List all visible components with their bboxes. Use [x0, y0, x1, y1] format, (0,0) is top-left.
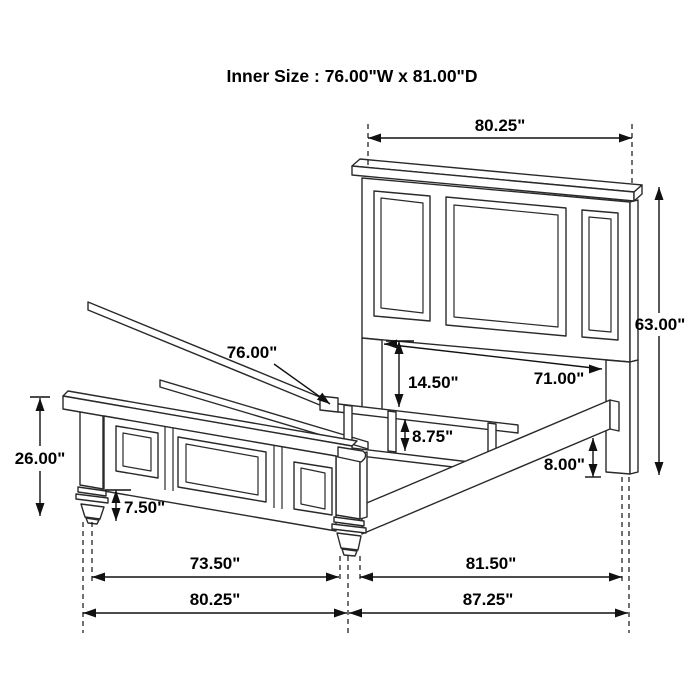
dim-rail-length	[360, 554, 622, 582]
dim-footboard-clearance-label: 7.50"	[124, 498, 166, 517]
footboard-left-foot	[76, 487, 108, 524]
right-foot-tip	[342, 549, 357, 556]
dim-headboard-height-label: 63.00"	[634, 315, 686, 334]
dim-overall-depth-label: 87.25"	[462, 590, 514, 609]
headboard-left-leg	[362, 338, 382, 414]
dim-footboard-inner-width	[92, 554, 339, 582]
right-side-rail-end	[610, 400, 619, 431]
footboard-left-post	[80, 406, 103, 489]
dim-footboard-width	[83, 590, 347, 618]
dim-footboard-inner-width-label: 73.50"	[189, 554, 241, 573]
dim-footboard-height-label: 26.00"	[14, 449, 66, 468]
dim-side-rail-width-label: 8.00"	[543, 455, 585, 474]
footboard-right-foot	[332, 517, 366, 556]
headboard-side-face	[630, 200, 638, 362]
headboard-right-leg-side	[630, 360, 638, 474]
footboard	[63, 391, 367, 556]
headboard-right-panel	[582, 210, 618, 340]
dim-headboard-width-label: 80.25"	[474, 116, 526, 135]
inner-size-title: Inner Size : 76.00"W x 81.00"D	[226, 66, 478, 86]
slat-post-2	[388, 411, 396, 452]
dim-headboard-height	[635, 187, 686, 475]
dim-inner-depth-label: 71.00"	[533, 369, 585, 388]
left-foot-cup	[81, 504, 104, 519]
dim-rail-length-label: 81.50"	[465, 554, 517, 573]
left-side-rail	[88, 302, 332, 410]
dim-slat-inner-width-label: 76.00"	[226, 343, 278, 362]
dim-headboard-to-deck-label: 14.50"	[408, 373, 459, 392]
headboard-center-panel	[446, 197, 566, 336]
headboard-left-panel	[374, 191, 430, 321]
dim-footboard-width-label: 80.25"	[189, 590, 241, 609]
dim-overall-depth	[349, 590, 628, 618]
dim-footboard-height	[15, 397, 66, 516]
dim-deck-height-label: 8.75"	[412, 427, 454, 446]
right-foot-cup	[337, 533, 361, 550]
footboard-left-panel	[116, 426, 158, 478]
